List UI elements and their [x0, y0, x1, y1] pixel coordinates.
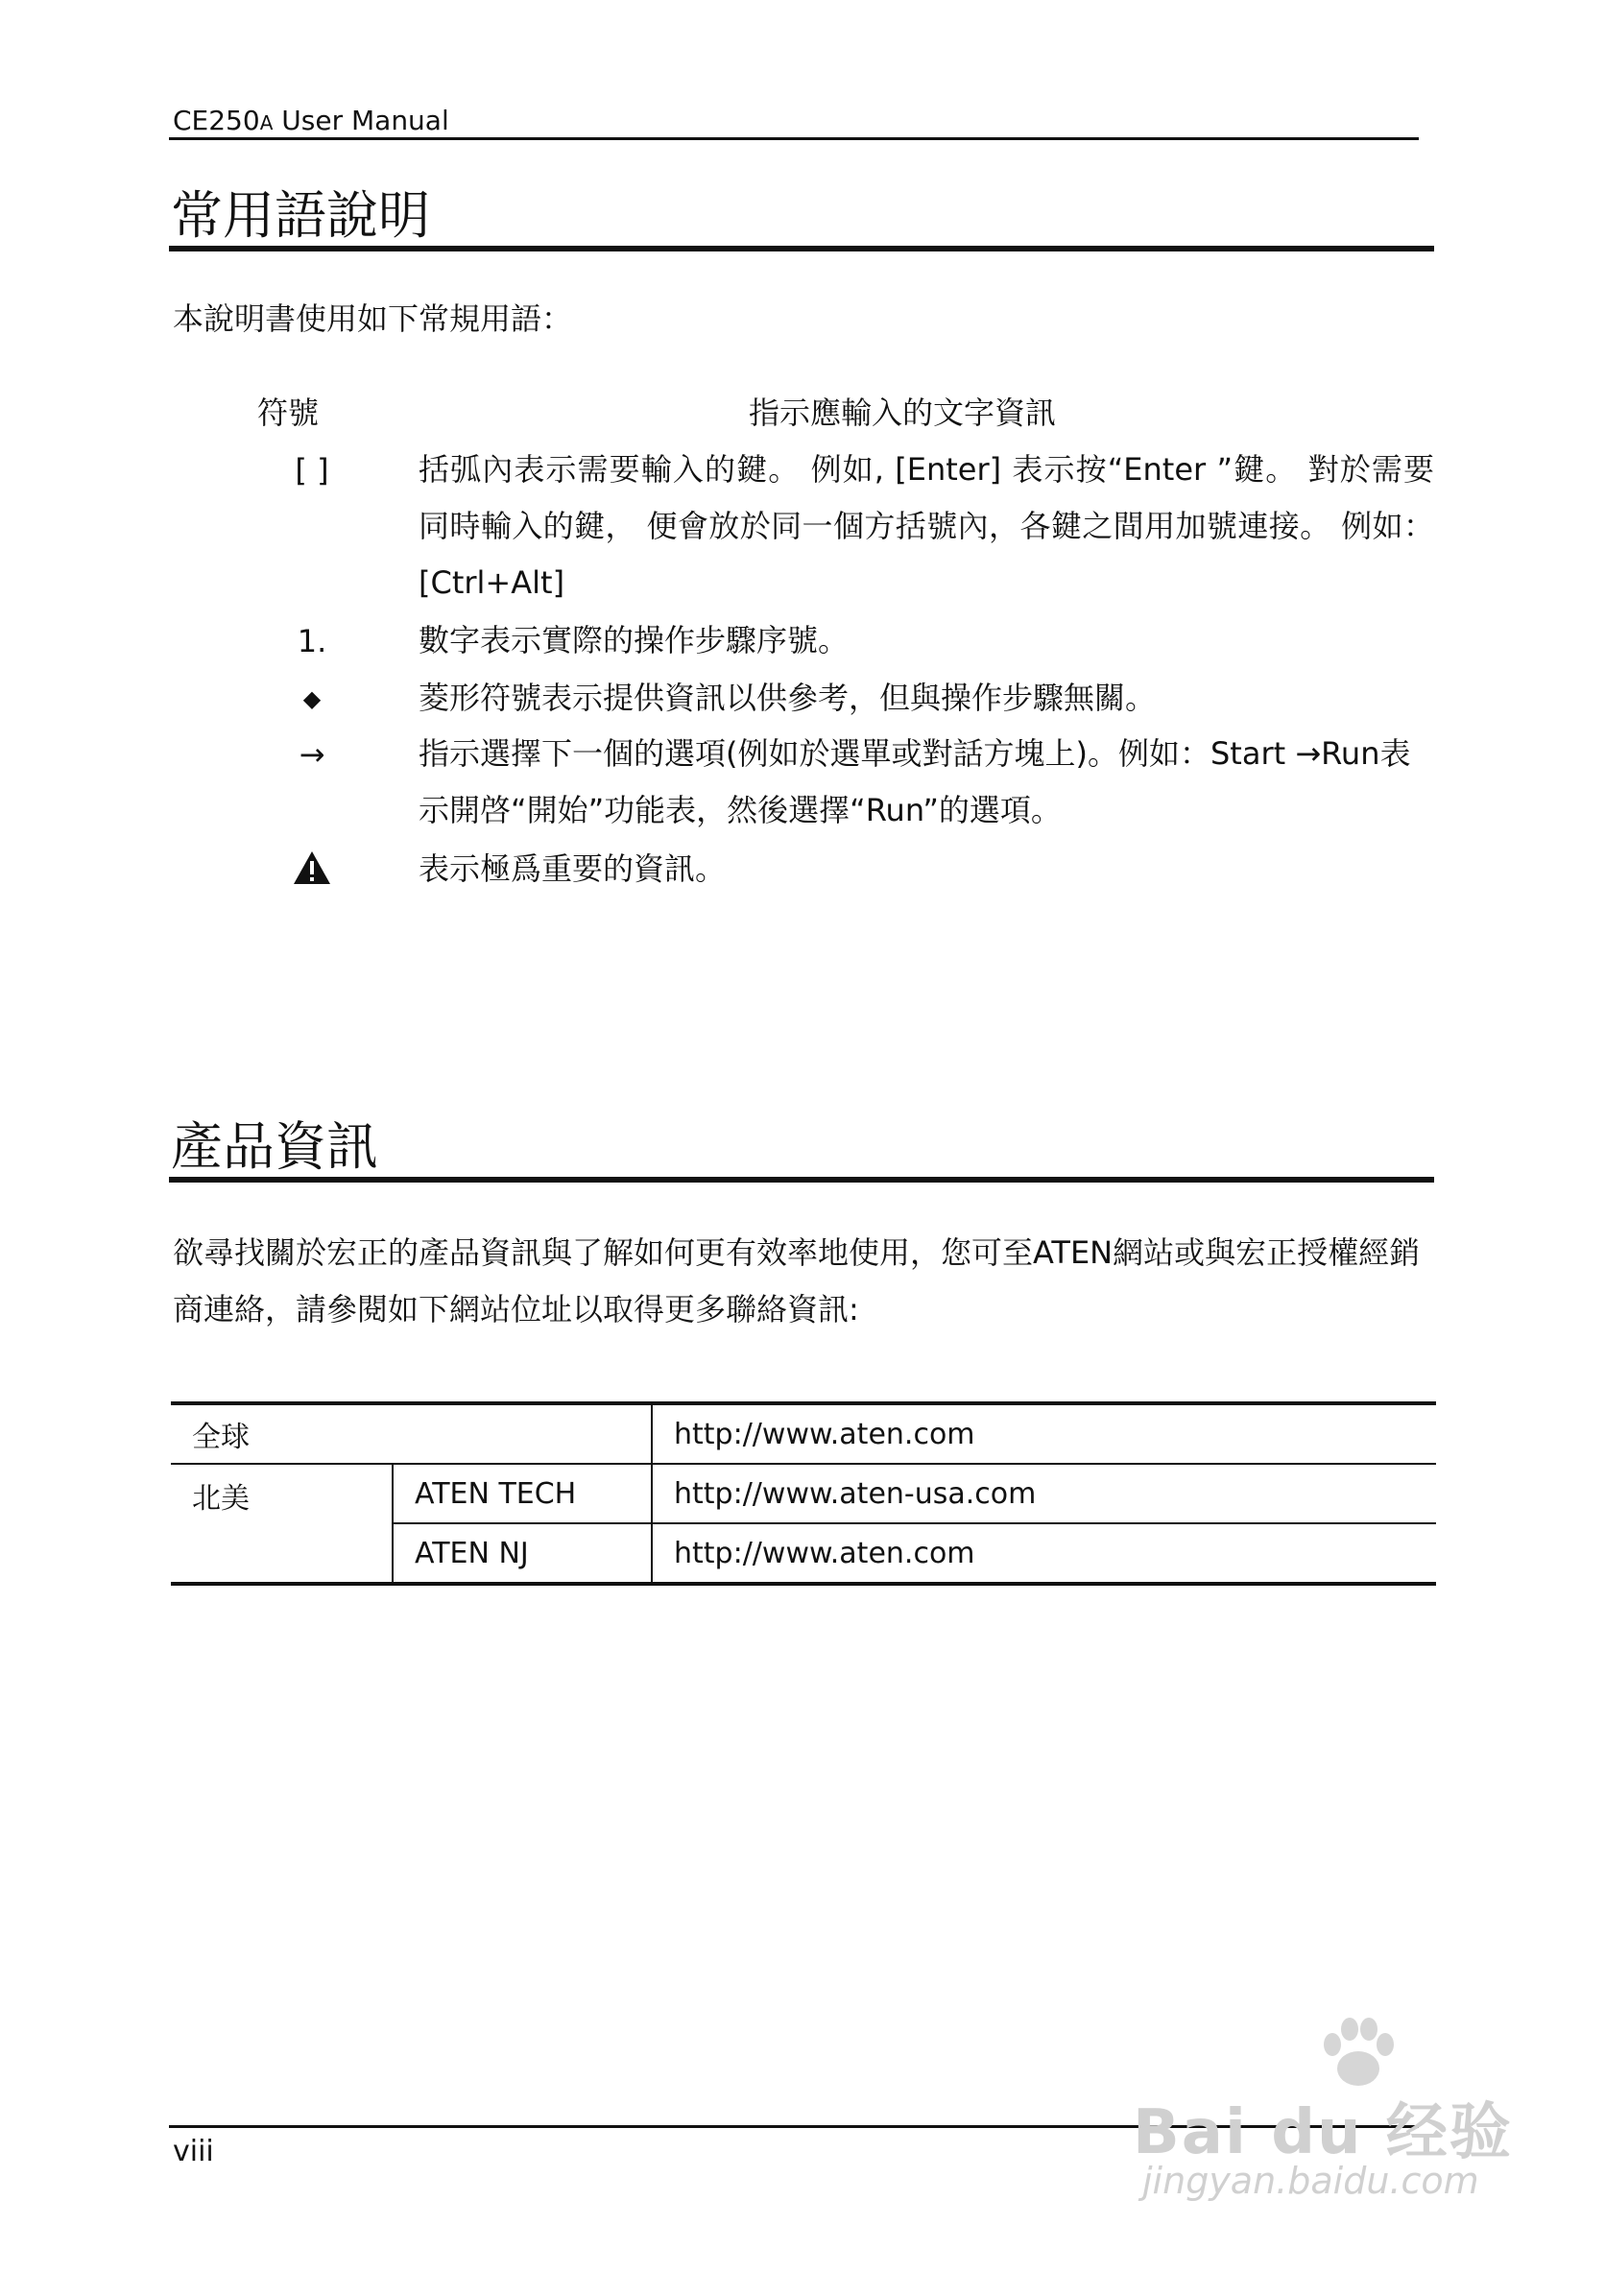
header-product: CE250	[173, 105, 260, 136]
arrow-right-icon: →	[299, 736, 325, 773]
running-header	[173, 102, 449, 142]
watermark-logo: Bai du 经验	[1133, 2097, 1513, 2168]
product-info-paragraph: 欲尋找關於宏正的產品資訊與了解如何更有效率地使用，您可至ATEN網站或與宏正授權經銷商連絡，請參閱如下網站位址以取得更多聯絡資訊:	[173, 1234, 1421, 1327]
url-global: http://www.aten.com	[652, 1403, 1436, 1464]
column-header-symbol: 符號	[257, 395, 320, 431]
section-title-product-info: 產品資訊	[171, 1116, 378, 1177]
watermark-url: jingyan.baidu.com	[1142, 2160, 1479, 2202]
description-warning: 表示極爲重要的資訊。	[419, 850, 727, 887]
website-table	[171, 1401, 1436, 1586]
section-divider	[169, 1177, 1434, 1183]
vendor-url: http://www.aten-usa.com	[652, 1464, 1436, 1523]
warning-triangle-icon	[293, 850, 331, 885]
watermark	[1094, 2016, 1526, 2208]
table-row	[171, 1403, 1436, 1464]
description-arrow: 指示選擇下一個的選項(例如於選單或對話方塊上)。例如：Start →Run表示開啓“開始”功能表，然後選擇“Run”的選項。	[419, 735, 1411, 828]
description-brackets: 括弧內表示需要輸入的鍵。 例如, [Enter] 表示按“Enter ”鍵。 對於需要同時輸入的鍵， 便會放於同一個方括號內，各鍵之間用加號連接。 例如：[Ctrl+Alt]	[419, 451, 1434, 601]
region-north-america: 北美	[171, 1464, 393, 1584]
table-row	[171, 1464, 1436, 1523]
section-title-conventions: 常用語說明	[171, 185, 430, 246]
page-number: viii	[173, 2135, 214, 2168]
symbol-numbered-step: 1.	[297, 623, 327, 659]
header-title-rest: User Manual	[273, 105, 449, 136]
description-diamond: 菱形符號表示提供資訊以供參考，但與操作步驟無關。	[419, 680, 1157, 716]
vendor-url: http://www.aten.com	[652, 1523, 1436, 1584]
section-divider	[169, 246, 1434, 251]
vendor-name: ATEN TECH	[393, 1464, 652, 1523]
header-product-suffix: A	[259, 111, 274, 134]
diamond-bullet-icon: ◆	[302, 685, 322, 712]
warning-triangle-icon	[259, 850, 365, 894]
region-global: 全球	[192, 1421, 250, 1454]
symbol-brackets: [ ]	[295, 452, 329, 489]
paw-icon	[1315, 2016, 1401, 2093]
vendor-name: ATEN NJ	[393, 1523, 652, 1584]
column-header-description: 指示應輸入的文字資訊	[749, 395, 1057, 431]
header-divider	[169, 137, 1419, 140]
description-numbered-step: 數字表示實際的操作步驟序號。	[419, 622, 850, 658]
conventions-intro: 本說明書使用如下常規用語：	[173, 300, 573, 337]
